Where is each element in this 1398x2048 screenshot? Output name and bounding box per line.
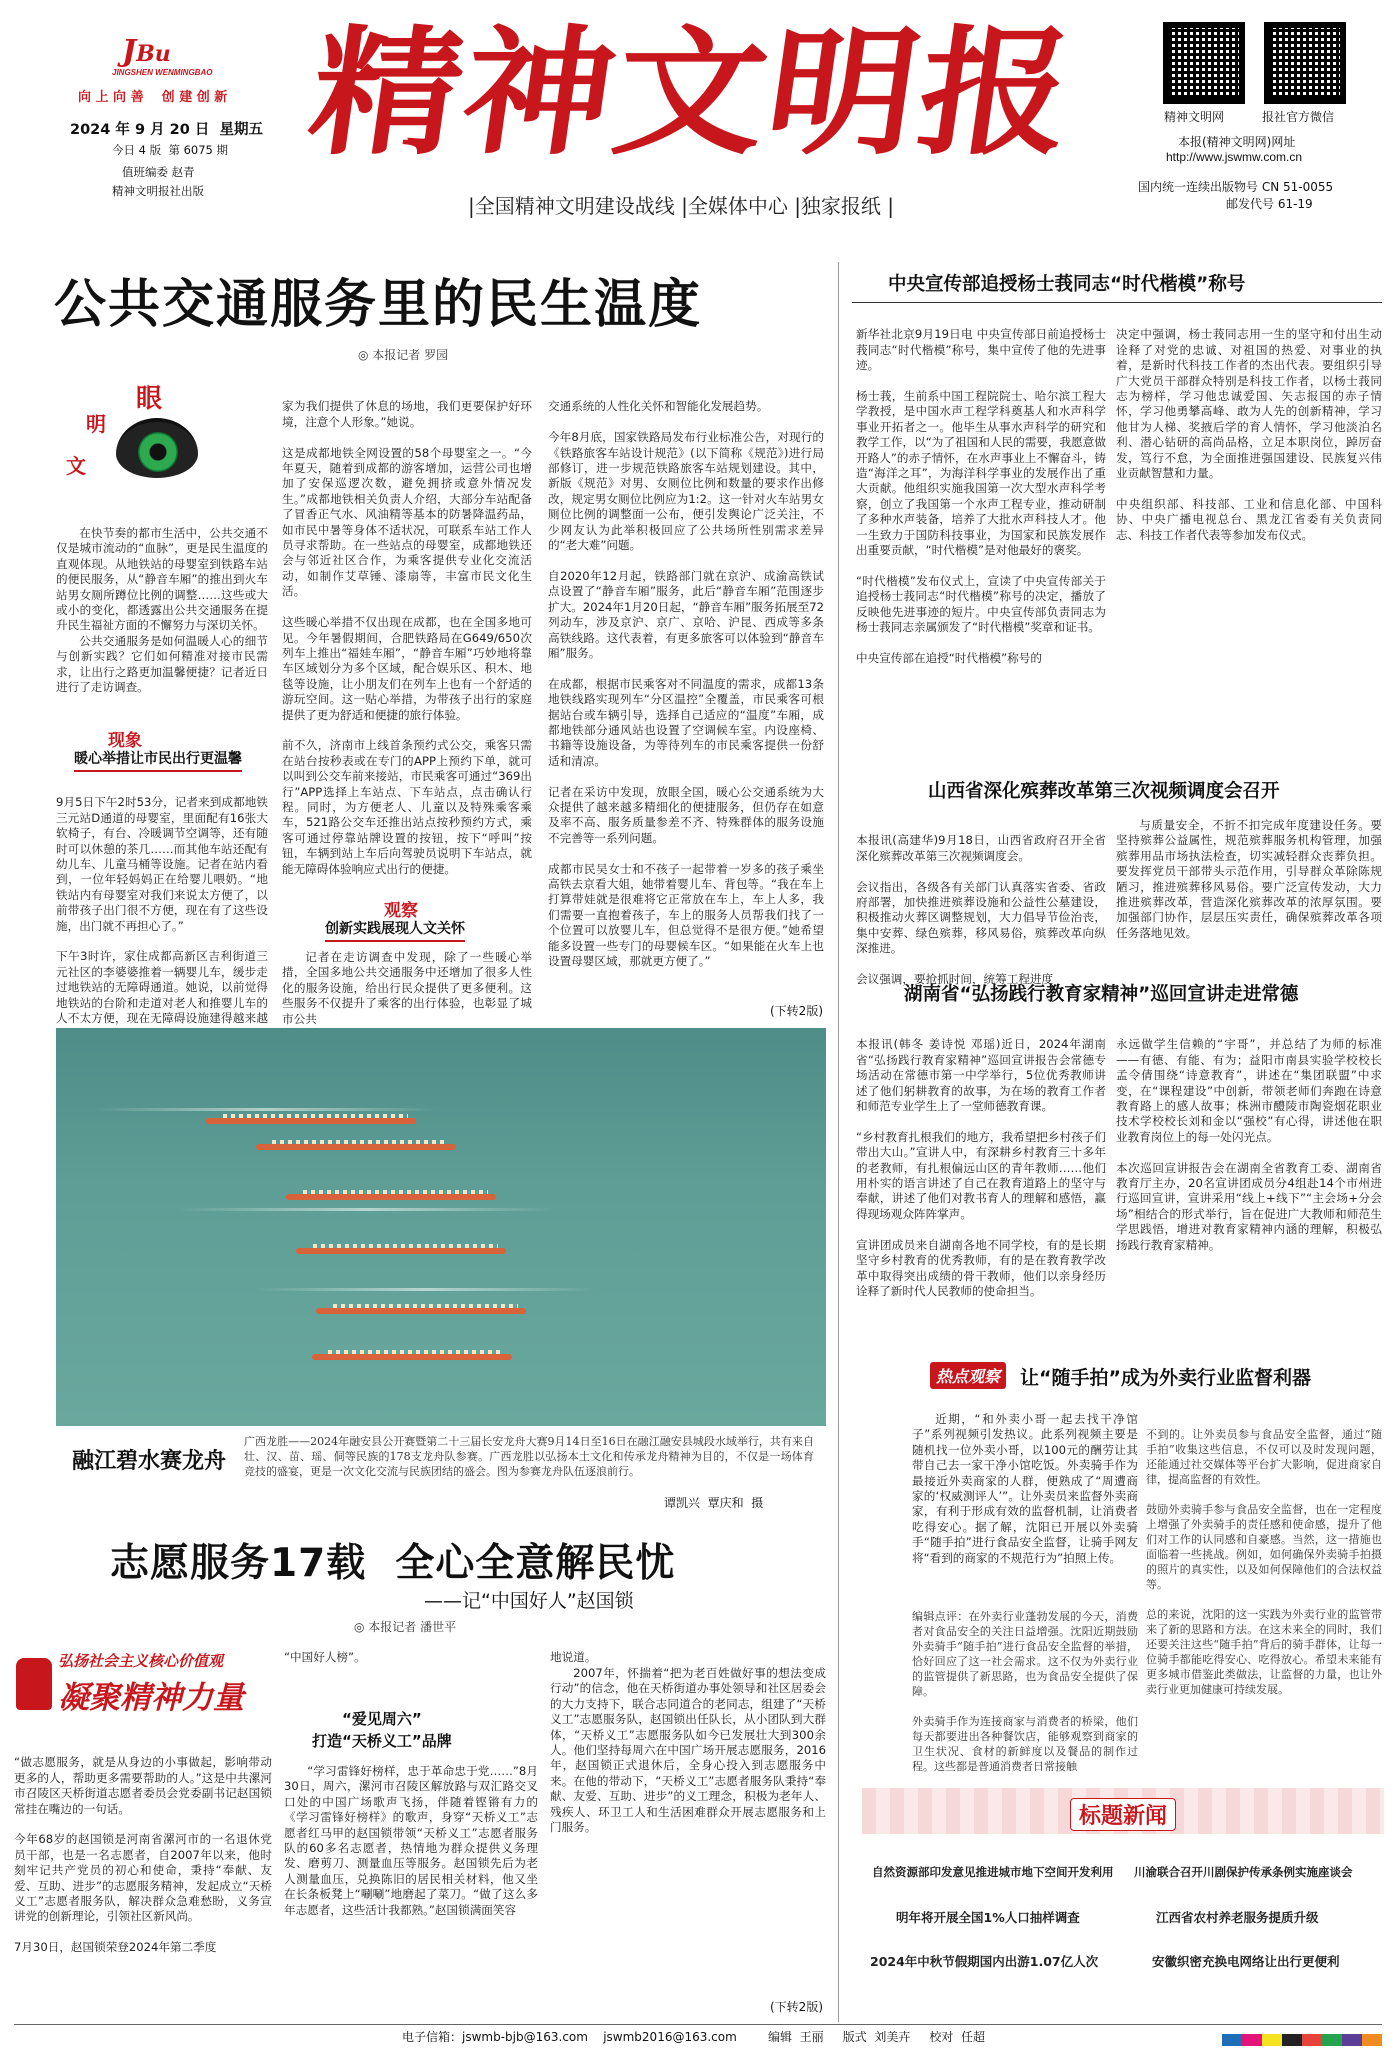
lead-col-2: 家为我们提供了休息的场地，我们更要保护好环境，注意个人形象。”她说。 这是成都地铁全网设置的58个母婴室之一。“今年夏天，随着到成都的游客增加，运营公司也增加了安保巡逻次数，避免拥挤或意外情况发生。”成都地铁相关负责人介绍，大部分车站配备了冒香正气水、风油精等基本的防暑降温药品，如市民中暑等身体不适状况，可联系车站工作人员寻求帮助。在一些站点的母婴室，成都地铁还会与邻近社区合作，为乘客提供专业化交流活动，如制作艾草锤、漆扇等，丰富市民文化生活。 这些暖心举措不仅出现在成都，也在全国多地可见。今年暑假期间，合肥铁路局在G649/650次列车上推出“福娃车厢”，“静音车厢”巧妙地将靠车区域划分为多个区域，配合娱乐区、积木、地毯等设施，让小朋友们在列车上也有一个舒适的游玩空间。这一贴心举措，为带孩子出行的家庭提供了更为舒适和便捷的旅行体验。 前不久，济南市上线首条预约式公交，乘客只需在站台按秒表或在专门的APP上预约下单，就可以叫到公交车前来接站，市民乘客可通过“369出行”APP选择上车站点、下车站点，点击确认行程。同时，为方便老人、儿童以及特殊乘客乘车，521路公交车还推出站点按秒预约方式，乘客可通过停靠站牌设置的按钮，按下“呼叫”按钮，车辆到站上车后向驾驶员说明下车站点，就能无障碍体验响应式出行的便捷。 [282, 399, 532, 876]
qr-code-wechat[interactable] [1264, 22, 1346, 104]
lead-intro [56, 526, 268, 716]
postal-code: 邮发代号 61-19 [1226, 197, 1313, 211]
article2-col-1: 本报讯(高建华)9月18日，山西省政府召开全省深化殡葬改革第三次视频调度会。 会议指出，各级各有关部门认真落实省委、省政府部署，加快推进殡葬设施和公益性公墓建设，积极推动火葬区调整规划，大力倡导节俭治丧，集中安葬、绿色殡葬，移风易俗，殡葬改革向纵深推进。 会议强调，要抢抓时间，统筹工程进度 [856, 833, 1106, 987]
footer-staff: 编辑 王丽 版式 刘美卉 校对 任超 [768, 2030, 986, 2044]
badge-char-eye: 眼 [136, 384, 163, 414]
headline-news-box [862, 1788, 1384, 2024]
badge-top-text: 弘扬社会主义核心价值观 [58, 1652, 224, 1670]
volunteer-col-1: “做志愿服务，就是从身边的小事做起，影响带动更多的人，帮助更多需要帮助的人。”这是中共漯河市召陵区天桥街道志愿者委员会党委副书记赵国锁常挂在嘴边的一句话。 今年68岁的赵国锁是河南省漯河市的一名退休党员干部，也是一名志愿者，自2007年以来，他时刻牢记共产党员的初心和使命，秉持“奉献、友爱、互助、进步”的志愿服务精神，发起成立“天桥义工”志愿者服务队，解决群众急难愁盼，义务宣讲党的创新理论，引领社区新风尚。 7月30日，赵国锁荣登2024年第二季度 [14, 1755, 272, 1955]
footer-email[interactable]: 电子信箱：jswmb-bjb@163.com jswmb2016@163.com [402, 2030, 737, 2044]
volunteer-subhead-2: 打造“天桥义工”品牌 [312, 1732, 452, 1750]
intro-para-2: 公共交通服务是如何温暖人心的细节与创新实践？它们如何精准对接市民需求，让出行之路更加温馨便捷？记者近日进行了走访调查。 [56, 633, 268, 695]
article2-title: 山西省深化殡葬改革第三次视频调度会召开 [928, 781, 1280, 802]
section2-title: 创新实践展现人文关怀 [325, 918, 465, 942]
duty-editor: 值班编委 赵青 [122, 165, 195, 179]
article1-col-2: 决定中强调，杨士莪同志用一生的坚守和付出生动诠释了对党的忠诚、对祖国的热爱、对事业的执着，是新时代科技工作者的杰出代表。要组织引导广大党员干部群众特别是科技工作者，以杨士莪同志为榜样，学习他忠诚爱国、矢志报国的赤子情怀，学习他勇攀高峰、敢为人先的创新精神，学习他甘为人梯、奖掖后学的育人情怀，学习他淡泊名利、潜心钻研的高尚品格，立足本职岗位，踔厉奋发，笃行不怠，为全面推进强国建设、民族复兴伟业贡献智慧和力量。 中央组织部、科技部、工业和信息化部、中国科协、中央广播电视总台、黑龙江省委有关负责同志、科技工作者代表等参加发布仪式。 [1116, 327, 1382, 542]
qr-code-website[interactable] [1163, 22, 1245, 104]
section1-tag: 现象 [108, 731, 142, 751]
article4-title: 让“随手拍”成为外卖行业监督利器 [1020, 1367, 1311, 1389]
qr1-label: 精神文明网 [1164, 110, 1225, 124]
badge-char-ming: 明 [86, 412, 106, 436]
news-item-6[interactable]: 安徽织密充换电网络让出行更便利 [1152, 1954, 1340, 1969]
site-url[interactable]: http://www.jswmw.com.cn [1166, 150, 1303, 164]
volunteer-subhead-1: “爱见周六” [342, 1710, 422, 1728]
article2-col-2: 与质量安全，不折不扣完成年度建设任务。要坚持殡葬公益属性，规范殡葬服务机构管理，加强殡葬用品市场执法检查，切实减轻群众丧葬负担。要发挥党员干部带头示范作用，引导群众革除陈规陋习，推进殡葬移风易俗。要广泛宣传发动，大力推进殡葬改革，营造深化殡葬改革的浓厚氛围。要加强部门协作，层层压实责任，确保殡葬改革各项任务落地见效。 [1116, 818, 1382, 940]
article1-rule [852, 302, 1382, 303]
lead-byline: ◎ 本报记者 罗园 [358, 348, 449, 362]
news-item-2[interactable]: 川渝联合召开川剧保护传承条例实施座谈会 [1134, 1865, 1353, 1879]
headline-news-title: 标题新闻 [1070, 1798, 1176, 1831]
article3-title: 湖南省“弘扬践行教育家精神”巡回宣讲走进常德 [904, 984, 1299, 1005]
core-values-badge [14, 1650, 260, 1730]
qr2-label: 报社官方微信 [1262, 110, 1335, 124]
badge-main-text: 凝聚精神力量 [58, 1680, 244, 1716]
photo-title: 融江碧水赛龙舟 [72, 1449, 227, 1474]
lead-col-3: 交通系统的人性化关怀和智能化发展趋势。 今年8月底，国家铁路局发布行业标准公告，对现行的《铁路旅客车站设计规范》(以下简称《规范》)进行局部修订，进一步规范铁路旅客车站规划建设。其中，新版《规范》对男、女厕位比例和数量的要求作出修改，规定男女厕位比例应为1:2。这一针对火车站男女厕位比例的调整面一公布，便引发舆论广泛关注，不少网友认为此举积极回应了公共场所性别需求差异的“老大难”问题。 自2020年12月起，铁路部门就在京沪、成渝高铁试点设置了“静音车厢”服务，此后“静音车厢”范围逐步扩大。2024年1月20日起，“静音车厢”服务拓展至72列动车，涉及京沪、京广、京哈、沪昆、西成等多条高铁线路。这代表着，有更多旅客可以体验到“静音车厢”服务。 在成都，根据市民乘客对不同温度的需求，成都13条地铁线路实现列车“分区温控”全覆盖，市民乘客可根据站台或车辆引导，选择自己适应的“温度”车厢，成都地铁部分通风站也设置了空调候车室。内设座椅、书籍等设施设备，为等待列车的市民乘客提供一份舒适和清凉。 记者在采访中发现，放眼全国，暖心公交通系统为大众提供了越来越多精细化的便捷服务，但仍存在如意及率不高、服务质量参差不齐、特殊群体的服务设施不完善等一系列问题。 成都市民吴女士和不孩子一起带着一岁多的孩子乘坐高铁去京看大姐，她带着婴儿车、背包等。“我在车上打算带娃就是很难将它正常放在车上，车上人多，我们需要一直抱着孩子，车上的服务人员帮我们找了一个位置可以放婴儿车，但总觉得不是很方便。”她希望能多设置一些专门的母婴候车区。“如果能在火车上也设置母婴区域，那就更方便了。” [548, 399, 824, 969]
intro-para-1: 在快节奏的都市生活中，公共交通不仅是城市流动的“血脉”，更是民生温度的直观体现。从地铁站的母婴室到铁路车站的便民服务，从“静音车厢”的推出到火车站男女厕所蹲位比例的调整……这些或大或小的变化，都透露出公共交通服务在提升民生福祉方面的不懈努力与深切关怀。 [56, 526, 268, 633]
volunteer-subtitle: ——记“中国好人”赵国锁 [424, 1590, 634, 1612]
volunteer-title: 志愿服务17载 全心全意解民忧 [110, 1541, 676, 1586]
volunteer-byline: ◎ 本报记者 潘世平 [354, 1620, 457, 1634]
hot-observation-badge: 热点观察 [930, 1362, 1006, 1389]
issue-number: 今日 4 版 第 6075 期 [112, 143, 229, 157]
volunteer-col-2: “学习雷锋好榜样，忠于革命忠于党……”8月30日，周六，漯河市召陵区解放路与双汇路交叉口处的中国广场歌声飞扬，伴随着铿锵有力的《学习雷锋好榜样》的歌声，身穿“天桥义工”志愿者红马甲的赵国锁带领“天桥义工”志愿者服务队的60多名志愿者，热情地为群众提供义务理发、磨剪刀、测量血压等服务。赵国锁先后为老人测量血压，兑换陈旧的居民相关材料，他又坐在长条板凳上“唰唰”地磨起了菜刀。“做了这么多年志愿者，这些活计我都熟。”赵国锁满面笑容 [284, 1764, 538, 1917]
dragon-boat-photo [56, 1028, 826, 1426]
volunteer-continued[interactable]: (下转2版) [770, 2000, 823, 2014]
news-item-3[interactable]: 明年将开展全国1%人口抽样调查 [896, 1910, 1080, 1925]
badge-char-wen: 文 [66, 454, 86, 478]
masthead [0, 0, 1398, 265]
dragon-boat [296, 1248, 506, 1254]
volunteer-col-3: 2007年，怀揣着“把为老百姓做好事的想法变成行动”的信念，他在天桥街道办事处领导和社区居委会的大力支持下，联合志同道合的老同志，组建了“天桥义工”志愿服务队，赵国锁出任队长，从小团队到大群体，“天桥义工”志愿服务队如今已发展壮大到300余人。他们坚持每周六在中国广场开展志愿服务，2016年，赵国锁正式退休后，全身心投入到志愿服务中来。在他的带动下，“天桥义工”志愿者服务队秉持“奉献、友爱、互助、进步”的义工理念，积极为老年人、残疾人、环卫工人和生活困难群众开展志愿服务和上门服务。 [550, 1666, 826, 1835]
news-item-1[interactable]: 自然资源部印发意见推进城市地下空间开发利用 [872, 1865, 1114, 1879]
lead-col-1: 9月5日下午2时53分，记者来到成都地铁三元站D通道的母婴室，里面配有16张大软椅子，有台、冷暖调节空调等，还有随时可以休憩的茶几……而其他车站还配有幼儿车、儿童马桶等设施。记者在站内看到，一位年轻妈妈正在给婴儿喂奶。“地铁站内有母婴室对我们来说太方便了，以前带孩子出门很不方便，现在有了这些设施，出门就不再担心了。” 下午3时许，家住成都高新区吉利街道三元社区的李婆婆推着一辆婴儿车，缓步走过地铁站的无障碍通道。她说，以前觉得地铁站的台阶和走道对老人和推婴儿车的人不太方便，现在无障碍设施建得越来越 [56, 795, 268, 1026]
news-item-4[interactable]: 江西省农村养老服务提质升级 [1156, 1910, 1319, 1925]
logo-mark-icon: JBu [122, 34, 171, 69]
tagline: |全国精神文明建设战线 |全媒体中心 |独家报纸 | [468, 194, 895, 218]
dragon-boat [312, 1354, 512, 1360]
lead-col-2b: 记者在走访调查中发现，除了一些暖心举措，全国多地公共交通服务中还增加了很多人性化的服务设施，给出行民众提供了更多便利。这些服务不仅提升了乘客的出行体验，也彰显了城市公共 [282, 950, 532, 1026]
article4-col-1: 近期，“和外卖小哥一起去找干净馆子”系列视频引发热议。此系列视频主要是随机找一位外卖小哥，以100元的酬劳让其带自己去一家干净小馆吃饭。外卖骑手作为最接近外卖商家的人群，便熟成了“周遭商家的‘权威测评人’”。让外卖员来监督外卖商家，有利于形成有效的监督机制，让消费者吃得安心。据了解，沈阳已开展以外卖骑手“随手拍”进行食品安全监督，让骑手网友将“看到的商家的不规范行为”拍照上传。 [912, 1412, 1138, 1565]
site-label: 本报(精神文明网)网址 [1178, 135, 1296, 149]
column-badge [56, 378, 206, 498]
slogan: 向 上 向 善 创 建 创 新 [78, 90, 228, 105]
footer-rule [14, 2024, 1382, 2025]
lead-continued[interactable]: (下转2版) [770, 1004, 823, 1018]
issue-date: 2024 年 9 月 20 日 星期五 [70, 122, 263, 138]
article3-col-1: 本报讯(韩冬 姜诗悦 邓瑶)近日，2024年湖南省“弘扬践行教育家精神”巡回宣讲报告会常德专场活动在常德市第一中学举行，5位优秀教师讲述了他们躬耕教育的故事，为在场的教育工作者和师范专业学生上了一堂师德教育课。 “乡村教育扎根我们的地方，我希望把乡村孩子们带出大山。”宣讲人中，有深耕乡村教育三十多年的老教师，有扎根偏远山区的青年教师……他们用朴实的语言讲述了自己在教育道路上的坚守与奉献，讲述了他们对教书育人的理解和感悟，赢得现场观众阵阵掌声。 宣讲团成员来自湖南各地不同学校，有的是长期坚守乡村教育的优秀教师，有的是在教育教学改革中取得突出成绩的骨干教师，他们以亲身经历诠释了新时代人民教师的使命担当。 [856, 1037, 1106, 1298]
newspaper-title: 精神文明报 [300, 12, 1084, 174]
logo-brand-text: JINGSHEN WENMINGBAO [112, 68, 213, 77]
volunteer-col-3-lead: 地说道。 [550, 1650, 597, 1664]
fist-icon [16, 1658, 52, 1710]
article1-title: 中央宣传部追授杨士莪同志“时代楷模”称号 [888, 274, 1246, 295]
lead-title: 公共交通服务里的民生温度 [54, 275, 703, 335]
section2-tag: 观察 [384, 901, 418, 921]
eye-icon [116, 418, 198, 478]
article4-col-2: 不到的。让外卖员参与食品安全监督，通过“随手拍”收集这些信息，不仅可以及时发现问题，还能通过社交媒体等平台扩大影响，促进商家自律，提高监督的有效性。 鼓励外卖骑手参与食品安全监督，也在一定程度上增强了外卖骑手的责任感和使命感，提升了他们对工作的认同感和自豪感。当然，这一措施也面临着一些挑战。例如，如何确保外卖骑手拍摄的照片的真实性，以及如何保障他们的合法权益等。 总的来说，沈阳的这一实践为外卖行业的监管带来了新的思路和方法。在这未来全的同时，我们还要关注这些“随手拍”背后的骑手群体，让每一位骑手都能吃得安心、吃得放心。希望未来能有更多城市借鉴此类做法，让监督的力量，也让外卖行业更加健康可持续发展。 [1146, 1428, 1382, 1696]
photo-credit: 谭凯兴 覃庆和 摄 [664, 1496, 764, 1510]
dragon-boat [286, 1194, 496, 1200]
publisher: 精神文明报社出版 [112, 184, 204, 198]
photo-caption: 广西龙胜——2024年融安县公开赛暨第二十三届长安龙舟大赛9月14日至16日在融江融安县城段水域举行，共有来自壮、汉、苗、瑶、侗等民族的178支龙舟队参赛。广西龙胜以弘扬本土文化和传承龙舟精神为目的，不仅是一场体育竞技的盛宴，更是一次文化交流与民族团结的盛会。图为参赛龙舟队伍逐浪前行。 [244, 1435, 814, 1478]
news-item-5[interactable]: 2024年中秋节假期国内出游1.07亿人次 [870, 1954, 1099, 1969]
article3-col-2: 永远做学生信赖的“宇哥”，并总结了为师的标准——有德、有能、有为；益阳市南县实验学校校长孟令倩围绕“诗意教育”，讲述在“集团联盟”中求变，在“课程建设”中创新，带领老师们奔跑在诗意教育路上的感人故事；株洲市醴陵市陶瓷烟花职业技术学校校长刘和金以“强校”有心得，讲述他在职业教育岗位上的每一处闪光点。 本次巡回宣讲报告会在湖南全省教育工委、湖南省教育厅主办，20名宣讲团成员分4组赴14个市州进行巡回宣讲，宣讲采用“线上+线下”“主会场+分会场”相结合的形式举行，旨在促进广大教师和师范生学思践悟，增进对教育家精神内涵的理解，积极弘扬践行教育家精神。 [1116, 1037, 1382, 1252]
brand-logo [82, 34, 242, 78]
article1-col-1: 新华社北京9月19日电 中央宣传部日前追授杨士莪同志“时代楷模”称号，集中宣传了他的先进事迹。 杨士莪，生前系中国工程院院士、哈尔滨工程大学教授，是中国水声工程学科奠基人和水声科学事业开拓者之一。他毕生从事水声科学的研究和教学工作，以“为了祖国和人民的需要，我愿意做开路人”的赤子情怀，在水声事业上不懈奋斗，铸造“海洋之耳”，为海洋科学事业的发展作出了重大贡献。他组织实施我国第一次大型水声科学考察，创立了我国第一个水声工程专业，推动研制了多种水声装备，培养了大批水声科技人才。他一生致力于国防科技事业，为国家和民族发展作出重要贡献，“时代楷模”是对他最好的褒奖。 “时代楷模”发布仪式上，宣读了中央宣传部关于追授杨士莪同志“时代楷模”称号的决定，播放了反映他先进事迹的短片。中央宣传部负责同志为杨士莪同志亲属颁发了“时代楷模”奖章和证书。 中央宣传部在追授“时代楷模”称号的 [856, 327, 1106, 665]
section1-title: 暖心举措让市民出行更温馨 [74, 748, 242, 772]
dragon-boat [316, 1308, 526, 1314]
dragon-boat [256, 1144, 456, 1150]
photo-caption-box [56, 1426, 826, 1518]
color-bar [1222, 2034, 1382, 2046]
volunteer-col-2-lead: “中国好人榜”。 [284, 1650, 366, 1664]
cn-number: 国内统一连续出版物号 CN 51-0055 [1138, 180, 1334, 194]
dragon-boat [206, 1118, 416, 1124]
column-divider [838, 262, 839, 2022]
article4-col-1b: 编辑点评：在外卖行业蓬勃发展的今天，消费者对食品安全的关注日益增强。沈阳近期鼓励外卖骑手“随手拍”进行食品安全监督的举措，恰好回应了这一社会需求。这不仅为外卖行业的监管提供了新思路，也为食品安全提供了保障。 外卖骑手作为连接商家与消费者的桥梁，他们每天都要进出各种餐饮店，能够观察到商家的卫生状况、食材的新鲜度以及餐品的制作过程。这些都是普通消费者日常接触 [912, 1610, 1138, 1773]
